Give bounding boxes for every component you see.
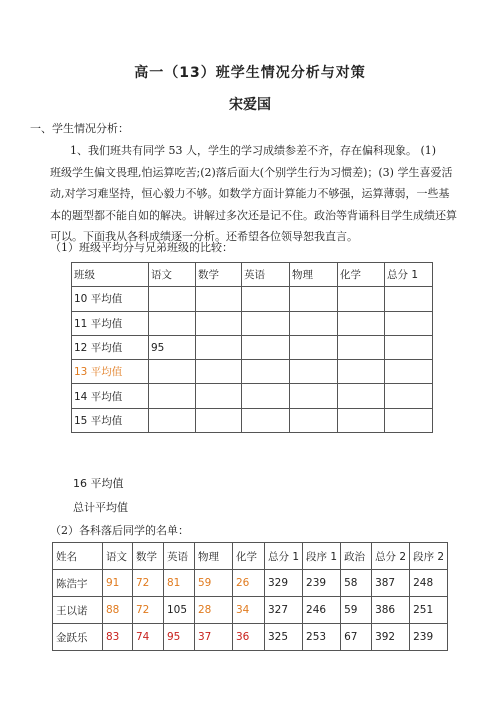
score-cell: 74: [133, 624, 164, 651]
score-cell: 386: [372, 597, 410, 624]
table-row-highlight: [72, 360, 433, 384]
table-cell: 10 平均值: [72, 287, 149, 311]
header-cell: 语文: [149, 263, 196, 287]
table-row: [72, 287, 433, 311]
table-row: [53, 624, 448, 651]
table-cell: [338, 311, 385, 335]
header-cell: 政治: [341, 543, 372, 570]
header-cell: 英语: [242, 263, 290, 287]
table-cell: [242, 335, 290, 359]
table-row: [53, 570, 448, 597]
header-cell: 语文: [103, 543, 133, 570]
header-cell: 物理: [290, 263, 338, 287]
header-cell: 段序 2: [410, 543, 448, 570]
table-cell: [385, 384, 433, 408]
table-cell: 11 平均值: [72, 311, 149, 335]
score-cell: 81: [164, 570, 195, 597]
score-cell: 246: [303, 597, 341, 624]
section-heading: 一、学生情况分析：: [30, 122, 129, 135]
table-cell: [242, 408, 290, 432]
table-row: [72, 384, 433, 408]
paragraph-line-1: 1、我们班共有同学 53 人，学生的学习成绩参差不齐，存在偏科现象。 (1): [70, 144, 437, 157]
table-cell: [385, 335, 433, 359]
table-cell-highlight: 13 平均值: [72, 360, 149, 384]
table-cell: [385, 311, 433, 335]
student-name: 金跃乐: [53, 624, 103, 651]
score-cell: 392: [372, 624, 410, 651]
table-cell: [338, 408, 385, 432]
table-cell: 95: [149, 335, 196, 359]
table-cell: [338, 287, 385, 311]
table-cell: [196, 335, 242, 359]
score-cell: 239: [410, 624, 448, 651]
score-cell: 26: [233, 570, 265, 597]
score-cell: 91: [103, 570, 133, 597]
score-cell: 253: [303, 624, 341, 651]
score-cell: 105: [164, 597, 195, 624]
table-cell: 14 平均值: [72, 384, 149, 408]
score-cell: 327: [265, 597, 303, 624]
table-cell: [242, 311, 290, 335]
table-cell: [242, 287, 290, 311]
header-cell: 数学: [196, 263, 242, 287]
score-cell: 239: [303, 570, 341, 597]
table-cell: [385, 287, 433, 311]
table-cell: [290, 311, 338, 335]
subheading-lagging-students: （2）各科落后同学的名单：: [50, 524, 189, 537]
score-cell: 72: [133, 570, 164, 597]
table-cell: [196, 408, 242, 432]
score-cell: 67: [341, 624, 372, 651]
total-average: 总计平均值: [73, 501, 128, 514]
table-row: [53, 597, 448, 624]
table-cell: [338, 335, 385, 359]
table-row: [72, 335, 433, 359]
table-cell: [149, 311, 196, 335]
table-cell: [149, 287, 196, 311]
table-header-row: [53, 543, 448, 570]
table-row: [72, 408, 433, 432]
paragraph-body: 班级学生偏文畏理,怕运算吃苦;(2)落后面大(个别学生行为习惯差)；(3) 学生喜爱活动,对学习难坚持，恒心毅力不够。如数学方面计算能力不够强，运算薄弱，一些基本的题型都不能自如的解决。讲解过多次还是记不住。政治等背诵科目学生成绩还算可以。下面我从各科成绩逐一分析。还希望各位领导恕我直言。: [50, 165, 457, 243]
score-cell: 95: [164, 624, 195, 651]
score-cell: 248: [410, 570, 448, 597]
score-cell: 83: [103, 624, 133, 651]
header-cell: 英语: [164, 543, 195, 570]
score-cell: 251: [410, 597, 448, 624]
table-cell: [196, 287, 242, 311]
score-cell: 59: [341, 597, 372, 624]
author-name: 宋爱国: [229, 97, 271, 113]
table-cell: [290, 408, 338, 432]
table-cell: [242, 360, 290, 384]
table-cell: [196, 384, 242, 408]
header-cell: 姓名: [53, 543, 103, 570]
table-header-row: [72, 263, 433, 287]
table-cell: [338, 384, 385, 408]
header-cell: 班级: [72, 263, 149, 287]
table-cell: [149, 408, 196, 432]
header-cell: 总分 1: [385, 263, 433, 287]
student-name: 王以诺: [53, 597, 103, 624]
header-cell: 总分 1: [265, 543, 303, 570]
table-cell: [290, 360, 338, 384]
table-cell: 12 平均值: [72, 335, 149, 359]
score-cell: 59: [195, 570, 233, 597]
score-cell: 329: [265, 570, 303, 597]
score-cell: 34: [233, 597, 265, 624]
header-cell: 化学: [338, 263, 385, 287]
class-average-table: [71, 262, 433, 433]
table-cell: [338, 360, 385, 384]
score-cell: 88: [103, 597, 133, 624]
header-cell: 数学: [133, 543, 164, 570]
score-cell: 28: [195, 597, 233, 624]
table-cell: [385, 360, 433, 384]
table-cell: 15 平均值: [72, 408, 149, 432]
table-row: [72, 311, 433, 335]
score-cell: 36: [233, 624, 265, 651]
table-cell: [196, 360, 242, 384]
header-cell: 化学: [233, 543, 265, 570]
table-cell: [149, 360, 196, 384]
table-cell: [385, 408, 433, 432]
table-cell: [290, 287, 338, 311]
lagging-students-table: [52, 542, 448, 651]
table-cell: [149, 384, 196, 408]
class-16-average: 16 平均值: [73, 477, 124, 490]
table-cell: [290, 335, 338, 359]
analysis-paragraph: [50, 140, 458, 248]
score-cell: 387: [372, 570, 410, 597]
score-cell: 72: [133, 597, 164, 624]
table-cell: [242, 384, 290, 408]
score-cell: 325: [265, 624, 303, 651]
document-title: 高一（13）班学生情况分析与对策: [134, 65, 366, 81]
subheading-class-average: （1）班级平均分与兄弟班级的比较：: [50, 241, 233, 254]
table-cell: [196, 311, 242, 335]
header-cell: 总分 2: [372, 543, 410, 570]
score-cell: 37: [195, 624, 233, 651]
student-name: 陈浩宇: [53, 570, 103, 597]
score-cell: 58: [341, 570, 372, 597]
header-cell: 段序 1: [303, 543, 341, 570]
table-cell: [290, 384, 338, 408]
header-cell: 物理: [195, 543, 233, 570]
